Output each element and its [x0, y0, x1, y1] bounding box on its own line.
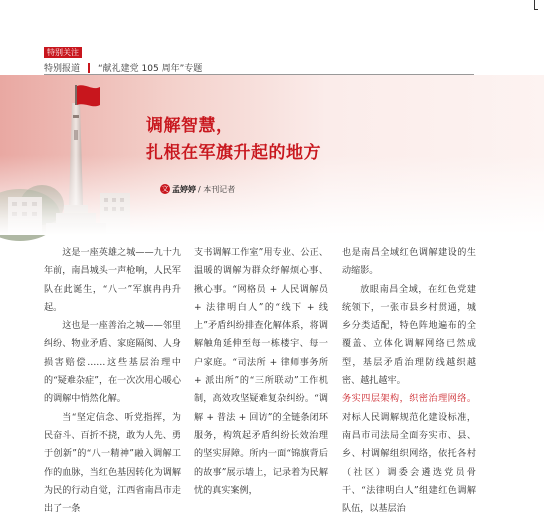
- title-line-1: 调解智慧，: [146, 116, 234, 136]
- paragraph: 放眼南昌全域，在红色党建统领下，一张市县乡村贯通，城乡分类适配，特色阵地遍布的全覆盖、立体化调解网络已然成型，基层矛盾治理防线越织越密、越扎越牢。: [342, 284, 476, 387]
- crop-mark: [534, 0, 538, 10]
- sub-heading: 务实四层架构，织密治理网络。: [342, 394, 476, 405]
- article-title: [146, 113, 321, 167]
- section-topic: “献礼建党 105 周年”专题: [98, 64, 203, 74]
- paragraph: 也是南昌全域红色调解建设的生动缩影。: [342, 248, 476, 277]
- body-column-2: [194, 244, 328, 500]
- body-column-1: [44, 244, 181, 518]
- body-column-3: [342, 244, 476, 518]
- section-header: [44, 61, 474, 74]
- paragraph: 这是一座英雄之城——九十九年前，南昌城头一声枪响，人民军队在此诞生，“八一”军旗冉冉升起。: [44, 248, 181, 313]
- author-name: 孟婷婷: [172, 185, 196, 194]
- section-divider: [88, 63, 90, 73]
- paragraph: 这也是一座善治之城——邻里纠纷、物业矛盾、家庭隔阂、人身损害赔偿……这些基层治理中的“疑难杂症”，在一次次用心暖心的调解中悄然化解。: [44, 321, 181, 405]
- section-tag: 特别关注: [44, 47, 82, 58]
- section-name: 特别报道: [44, 64, 81, 74]
- author-role: / 本刊记者: [198, 185, 236, 194]
- paragraph: 当“坚定信念、听党指挥，为民奋斗、百折不挠，敢为人先、勇于创新”的“八一精神”融入调解工作的血脉，当红色基因转化为调解为民的行动自觉，江西省南昌市走出了一条: [44, 412, 181, 515]
- paragraph: 支书调解工作室”用专业、公正、温暖的调解为群众纾解烦心事、揪心事。“网格员 + 人民调解员 + 法律明白人”的“线下 + 线上”矛盾纠纷排查化解体系，将调解触角延伸至每一栋楼宇、每一户家庭。“司法所 + 律师事务所 + 派出所”的“三所联动”工作机制，高效攻坚疑难复杂纠纷。“调解 + 普法 + 回访”的全链条闭环服务，构筑起矛盾纠纷长效治理的坚实屏障。所内一面“锦旗背后的故事”展示墙上，记录着为民解忧的真实案例，: [194, 248, 328, 496]
- byline: [172, 184, 235, 195]
- title-line-2: 扎根在军旗升起的地方: [146, 143, 321, 163]
- paragraph: 对标人民调解规范化建设标准，南昌市司法局全面夯实市、县、乡、村调解组织网络，依托各村（社区）调委会遴选党员骨干、“法律明白人”组建红色调解队伍，以基层治: [342, 412, 476, 515]
- author-icon: 文: [161, 185, 169, 193]
